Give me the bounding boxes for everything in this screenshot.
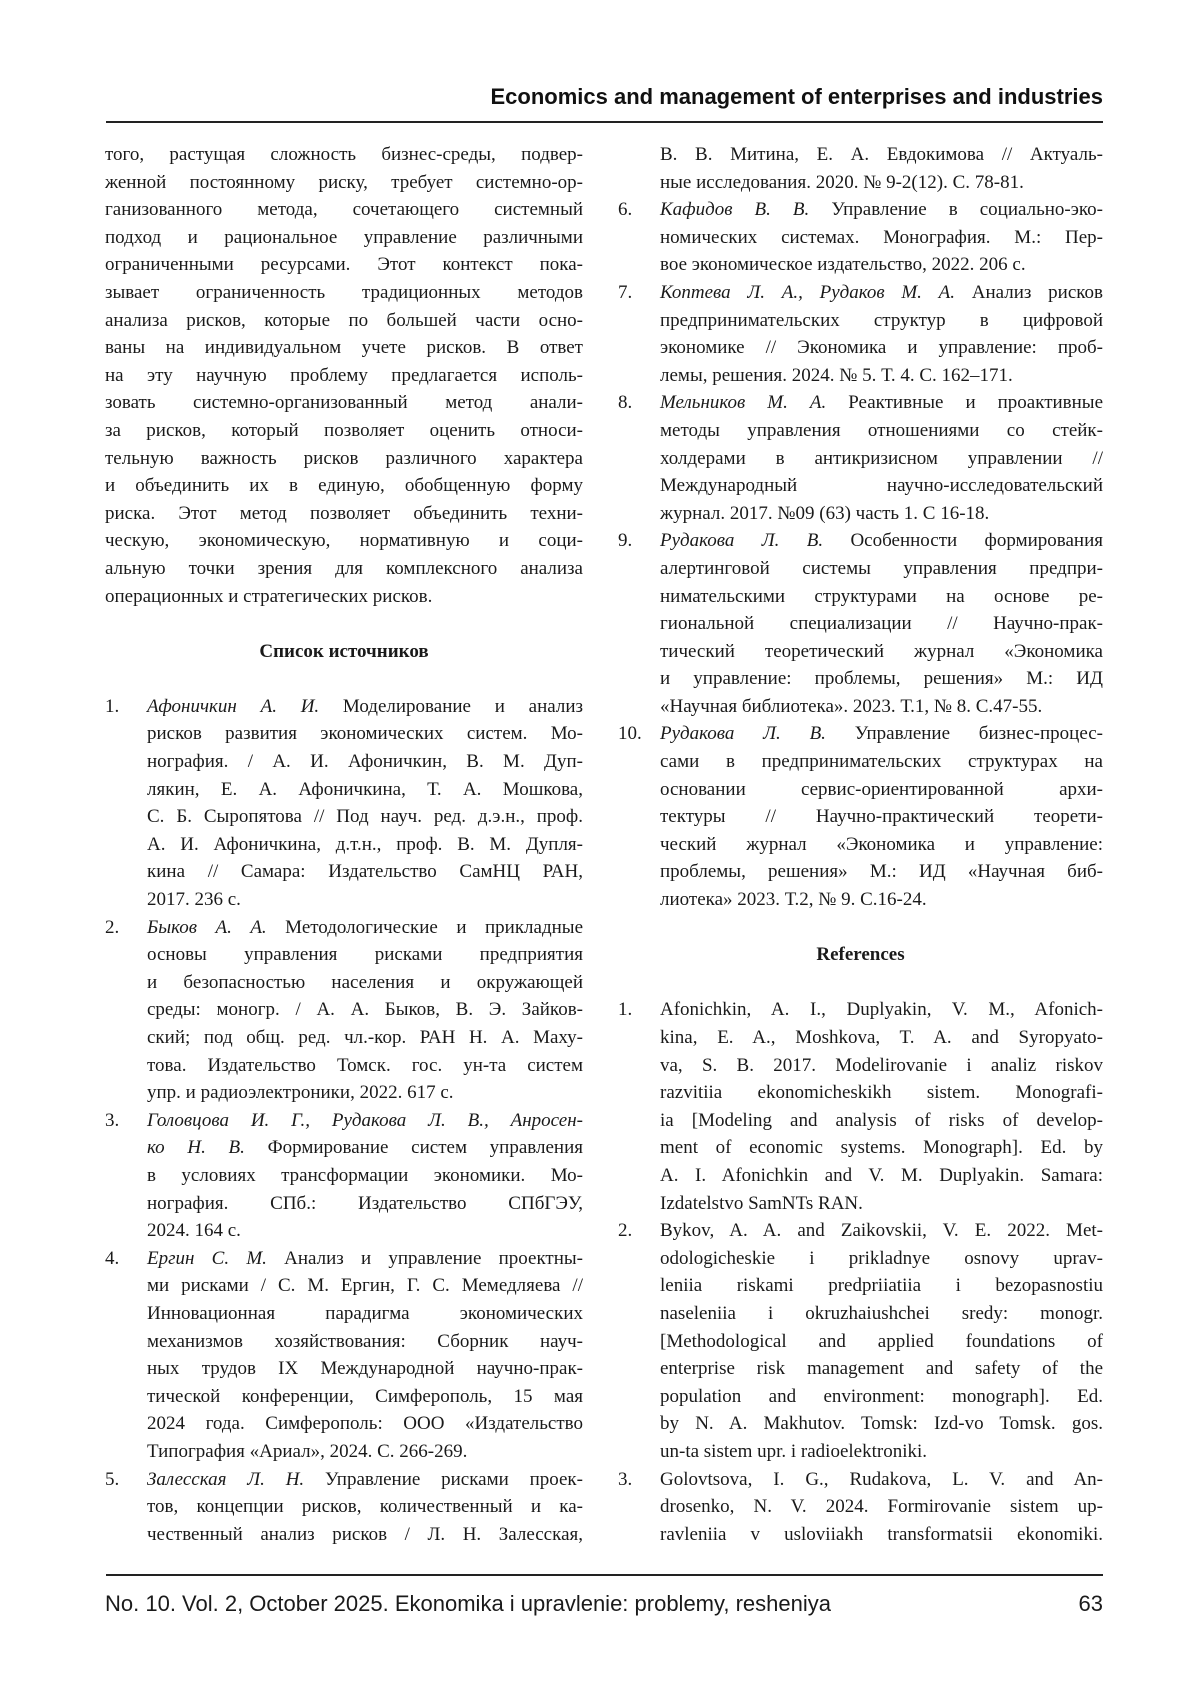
author-names: Коптева Л. А., Рудаков М. А. xyxy=(660,282,955,303)
line-text: ми рисками / С. М. Ергин, Г. С. Мемедляева // xyxy=(147,1275,583,1296)
line-text: В. В. Митина, Е. А. Евдокимова // Актуаль- xyxy=(660,144,1103,165)
text-line xyxy=(660,1107,1103,1135)
line-text: ные исследования. 2020. № 9-2(12). С. 78-81. xyxy=(660,172,1024,193)
reference-item xyxy=(105,1245,583,1466)
text-line xyxy=(147,941,583,969)
line-text: ваны на индивидуальном учете рисков. В ответ xyxy=(105,337,583,358)
text-line xyxy=(660,1024,1103,1052)
text-line xyxy=(105,334,583,362)
line-text: ment of economic systems. Monograph]. Ed. by xyxy=(660,1137,1103,1158)
reference-item xyxy=(105,693,583,914)
line-text: leniia riskami predpriiatiia i bezopasnostiu xyxy=(660,1275,1103,1296)
text-line xyxy=(660,1190,1103,1218)
line-text: odologicheskie i prikladnye osnovy uprav- xyxy=(660,1248,1103,1269)
line-text: основы управления рисками предприятия xyxy=(147,944,583,965)
reference-list xyxy=(105,693,583,1548)
line-text: Управление рисками проек- xyxy=(304,1469,583,1490)
author-names: Рудакова Л. В. xyxy=(660,530,823,551)
line-text: в условиях трансформации экономики. Мо- xyxy=(147,1165,583,1186)
text-line xyxy=(147,1245,583,1273)
text-line xyxy=(147,1493,583,1521)
author-names: Рудакова Л. В. xyxy=(660,723,826,744)
reference-number: 10. xyxy=(618,720,642,748)
text-line xyxy=(105,141,583,169)
text-line xyxy=(660,803,1103,831)
text-line xyxy=(660,665,1103,693)
line-text: нография. СПб.: Издательство СПбГЭУ, xyxy=(147,1193,583,1214)
text-line xyxy=(660,1134,1103,1162)
reference-number: 1. xyxy=(105,693,119,721)
line-text: нография. / А. И. Афоничкин, В. М. Дуп- xyxy=(147,751,583,772)
text-line xyxy=(147,996,583,1024)
line-text: Инновационная парадигма экономических xyxy=(147,1303,583,1324)
reference-list xyxy=(618,996,1103,1548)
line-text: ческий журнал «Экономика и управление: xyxy=(660,834,1103,855)
line-text: Моделирование и анализ xyxy=(319,696,583,717)
text-line xyxy=(660,417,1103,445)
author-names: Ергин С. М. xyxy=(147,1248,267,1269)
line-text: Управление в социально-эко- xyxy=(809,199,1103,220)
line-text: за рисков, который позволяет оценить относи- xyxy=(105,420,583,441)
line-text: ia [Modeling and analysis of risks of develop- xyxy=(660,1110,1103,1131)
text-line xyxy=(147,969,583,997)
reference-number: 2. xyxy=(105,914,119,942)
reference-number: 2. xyxy=(618,1217,632,1245)
text-line xyxy=(660,858,1103,886)
line-text: механизмов хозяйствования: Сборник науч- xyxy=(147,1331,583,1352)
text-line xyxy=(660,1052,1103,1080)
text-line xyxy=(660,251,1103,279)
body-paragraph xyxy=(105,141,583,610)
footer-journal-info: No. 10. Vol. 2, October 2025. Ekonomika i upravlenie: problemy, resheniya xyxy=(105,1591,831,1617)
reference-item xyxy=(618,196,1103,279)
text-line xyxy=(105,583,583,611)
line-text: by N. A. Makhutov. Tomsk: Izd-vo Tomsk. gos. xyxy=(660,1413,1103,1434)
reference-item xyxy=(618,389,1103,527)
text-line xyxy=(105,362,583,390)
line-text: и объединить их в единую, обобщенную форму xyxy=(105,475,583,496)
text-line xyxy=(660,1272,1103,1300)
text-line xyxy=(147,914,583,942)
text-line xyxy=(147,1383,583,1411)
line-text: тов, концепции рисков, количественный и ка- xyxy=(147,1496,583,1517)
line-text: журнал. 2017. №09 (63) часть 1. С 16-18. xyxy=(660,503,989,524)
line-text: А. И. Афоничкина, д.т.н., проф. В. М. Дупля- xyxy=(147,834,583,855)
text-line xyxy=(105,445,583,473)
line-text: зовать системно-организованный метод анали- xyxy=(105,392,583,413)
text-line xyxy=(660,141,1103,169)
reference-number: 3. xyxy=(618,1466,632,1494)
line-text: тический теоретический журнал «Экономика xyxy=(660,641,1103,662)
text-line xyxy=(660,886,1103,914)
text-line xyxy=(147,720,583,748)
text-line xyxy=(105,279,583,307)
text-line xyxy=(147,803,583,831)
text-line xyxy=(147,1190,583,1218)
line-text: женной постоянному риску, требует системно-ор- xyxy=(105,172,583,193)
line-text: тектуры // Научно-практический теорети- xyxy=(660,806,1103,827)
line-text: кина // Самара: Издательство СамНЦ РАН, xyxy=(147,861,583,882)
text-line xyxy=(660,996,1103,1024)
line-text: и безопасностью населения и окружающей xyxy=(147,972,583,993)
line-text: naseleniia i okruzhaiushchei sredy: monogr. xyxy=(660,1303,1103,1324)
line-text: альную точки зрения для комплексного анализа xyxy=(105,558,583,579)
line-text: Методологические и прикладные xyxy=(267,917,583,938)
line-text: основании сервис-ориентированной архи- xyxy=(660,779,1103,800)
line-text: Формирование систем управления xyxy=(245,1137,583,1158)
line-text: Международный научно-исследовательский xyxy=(660,475,1103,496)
line-text: чественный анализ рисков / Л. Н. Залесская, xyxy=(147,1524,583,1545)
line-text: методы управления отношениями со стейк- xyxy=(660,420,1103,441)
text-line xyxy=(147,776,583,804)
line-text: ческую, экономическую, нормативную и соци- xyxy=(105,530,583,551)
reference-item xyxy=(618,527,1103,720)
reference-item xyxy=(105,1466,583,1549)
text-line xyxy=(105,500,583,528)
text-line xyxy=(660,693,1103,721)
text-line xyxy=(660,1355,1103,1383)
text-line xyxy=(105,169,583,197)
reference-number: 1. xyxy=(618,996,632,1024)
line-text: Анализ и управление проектны- xyxy=(267,1248,583,1269)
text-line xyxy=(660,445,1103,473)
line-text: предпринимательских структур в цифровой xyxy=(660,310,1103,331)
text-line xyxy=(147,886,583,914)
line-text: вое экономическое издательство, 2022. 206 с. xyxy=(660,254,1026,275)
text-line xyxy=(660,1162,1103,1190)
text-line xyxy=(147,1052,583,1080)
reference-list xyxy=(618,141,1103,914)
line-text: enterprise risk management and safety of the xyxy=(660,1358,1103,1379)
text-line xyxy=(147,1438,583,1466)
text-line xyxy=(660,279,1103,307)
text-line xyxy=(660,1217,1103,1245)
reference-item xyxy=(105,914,583,1107)
author-names: Залесская Л. Н. xyxy=(147,1469,304,1490)
text-line xyxy=(105,417,583,445)
line-text: лиотека» 2023. Т.2, № 9. С.16-24. xyxy=(660,889,927,910)
section-heading: Список источников xyxy=(105,638,583,666)
line-text: razvitiia ekonomicheskikh sistem. Monografi- xyxy=(660,1082,1103,1103)
line-text: операционных и стратегических рисков. xyxy=(105,586,432,607)
text-line xyxy=(660,1245,1103,1273)
reference-number: 4. xyxy=(105,1245,119,1273)
text-line xyxy=(660,1438,1103,1466)
text-line xyxy=(147,1300,583,1328)
text-line xyxy=(105,196,583,224)
line-text: Реактивные и проактивные xyxy=(826,392,1103,413)
text-line xyxy=(660,362,1103,390)
text-line xyxy=(105,389,583,417)
text-line xyxy=(147,693,583,721)
text-line xyxy=(660,196,1103,224)
line-text: va, S. B. 2017. Modelirovanie i analiz riskov xyxy=(660,1055,1103,1076)
text-line xyxy=(147,1079,583,1107)
line-text: population and environment: monograph]. Ed. xyxy=(660,1386,1103,1407)
text-line xyxy=(660,720,1103,748)
line-text: ганизованного метода, сочетающего системный xyxy=(105,199,583,220)
running-header: Economics and management of enterprises and industries xyxy=(491,84,1104,110)
text-line xyxy=(660,500,1103,528)
text-line xyxy=(147,1272,583,1300)
line-text: лякин, Е. А. Афоничкина, Т. А. Мошкова, xyxy=(147,779,583,800)
line-text: номических системах. Монография. М.: Пер- xyxy=(660,227,1103,248)
line-text: 2024 года. Симферополь: ООО «Издательство xyxy=(147,1413,583,1434)
footer-rule xyxy=(106,1574,1103,1576)
line-text: un-ta sistem upr. i radioelektroniki. xyxy=(660,1441,927,1462)
line-text: kina, E. A., Moshkova, T. A. and Syropyato- xyxy=(660,1027,1103,1048)
text-line xyxy=(147,1328,583,1356)
text-line xyxy=(660,748,1103,776)
reference-item xyxy=(618,1466,1103,1549)
author-names: Быков А. А. xyxy=(147,917,267,938)
line-text: това. Издательство Томск. гос. ун-та систем xyxy=(147,1055,583,1076)
header-rule xyxy=(106,121,1103,123)
text-line xyxy=(660,307,1103,335)
line-text: тельную важность рисков различного характера xyxy=(105,448,583,469)
line-text: Типография «Ариал», 2024. С. 266-269. xyxy=(147,1441,467,1462)
text-line xyxy=(660,224,1103,252)
line-text: ограниченными ресурсами. Этот контекст пока- xyxy=(105,254,583,275)
reference-item xyxy=(618,720,1103,913)
line-text: рисков развития экономических систем. Мо- xyxy=(147,723,583,744)
line-text: Bykov, A. A. and Zaikovskii, V. E. 2022. Met- xyxy=(660,1220,1103,1241)
line-text: того, растущая сложность бизнес-среды, подвер- xyxy=(105,144,583,165)
author-names: Афоничкин А. И. xyxy=(147,696,319,717)
line-text: упр. и радиоэлектроники, 2022. 617 с. xyxy=(147,1082,454,1103)
text-line xyxy=(660,831,1103,859)
author-names: Головцова И. Г., Рудакова Л. В., Анросен- xyxy=(147,1110,583,1131)
text-line xyxy=(105,307,583,335)
line-text: 2024. 164 с. xyxy=(147,1220,241,1241)
line-text: холдерами в антикризисном управлении // xyxy=(660,448,1103,469)
line-text: и управление: проблемы, решения» М.: ИД xyxy=(660,668,1103,689)
text-line xyxy=(660,1079,1103,1107)
text-line xyxy=(660,1466,1103,1494)
text-line xyxy=(147,1134,583,1162)
reference-number: 7. xyxy=(618,279,632,307)
text-line xyxy=(660,1383,1103,1411)
text-line xyxy=(660,1521,1103,1549)
text-line xyxy=(660,389,1103,417)
line-text: Afonichkin, A. I., Duplyakin, V. M., Afonich- xyxy=(660,999,1103,1020)
line-text: нимательскими структурами на основе ре- xyxy=(660,586,1103,607)
line-text: Особенности формирования xyxy=(823,530,1103,551)
text-line xyxy=(660,1328,1103,1356)
text-line xyxy=(147,1410,583,1438)
line-text: экономике // Экономика и управление: проб- xyxy=(660,337,1103,358)
author-names: ко Н. В. xyxy=(147,1137,245,1158)
text-line xyxy=(660,776,1103,804)
text-line xyxy=(147,1024,583,1052)
text-line xyxy=(660,610,1103,638)
line-text: подход и рациональное управление различными xyxy=(105,227,583,248)
reference-item xyxy=(618,996,1103,1217)
reference-number: 3. xyxy=(105,1107,119,1135)
line-text: Golovtsova, I. G., Rudakova, L. V. and An- xyxy=(660,1469,1103,1490)
text-line xyxy=(147,1466,583,1494)
line-text: тической конференции, Симферополь, 15 мая xyxy=(147,1386,583,1407)
author-names: Кафидов В. В. xyxy=(660,199,809,220)
text-line xyxy=(105,555,583,583)
text-line xyxy=(660,1300,1103,1328)
line-text: гиональной специализации // Научно-прак- xyxy=(660,613,1103,634)
line-text: лемы, решения. 2024. № 5. Т. 4. С. 162–171. xyxy=(660,365,1013,386)
text-line xyxy=(147,1521,583,1549)
line-text: сами в предпринимательских структурах на xyxy=(660,751,1103,772)
text-line xyxy=(105,224,583,252)
text-line xyxy=(660,527,1103,555)
reference-number: 8. xyxy=(618,389,632,417)
line-text: анализа рисков, которые по большей части осно- xyxy=(105,310,583,331)
reference-item xyxy=(618,1217,1103,1465)
line-text: Анализ рисков xyxy=(955,282,1103,303)
line-text: алертинговой системы управления предпри- xyxy=(660,558,1103,579)
text-line xyxy=(660,638,1103,666)
line-text: 2017. 236 с. xyxy=(147,889,241,910)
text-line xyxy=(147,831,583,859)
line-text: Управление бизнес-процес- xyxy=(826,723,1103,744)
right-column xyxy=(618,141,1103,1548)
line-text: A. I. Afonichkin and V. M. Duplyakin. Samara: xyxy=(660,1165,1103,1186)
line-text: «Научная библиотека». 2023. Т.1, № 8. С.47-55. xyxy=(660,696,1042,717)
section-heading: References xyxy=(618,941,1103,969)
line-text: ский; под общ. ред. чл.-кор. РАН Н. А. Маху- xyxy=(147,1027,583,1048)
line-text: [Methodological and applied foundations of xyxy=(660,1331,1103,1352)
reference-number: 9. xyxy=(618,527,632,555)
text-line xyxy=(660,1493,1103,1521)
line-text: ных трудов IX Международной научно-прак- xyxy=(147,1358,583,1379)
line-text: на эту научную проблему предлагается исполь- xyxy=(105,365,583,386)
line-text: ravleniia v usloviiakh transformatsii ekonomiki. xyxy=(660,1524,1103,1545)
text-line xyxy=(105,472,583,500)
text-line xyxy=(660,583,1103,611)
reference-number: 5. xyxy=(105,1466,119,1494)
text-line xyxy=(660,555,1103,583)
text-line xyxy=(105,527,583,555)
reference-number: 6. xyxy=(618,196,632,224)
line-text: Izdatelstvo SamNTs RAN. xyxy=(660,1193,863,1214)
text-line xyxy=(660,1410,1103,1438)
text-line xyxy=(147,1162,583,1190)
reference-item xyxy=(618,279,1103,389)
text-line xyxy=(105,251,583,279)
text-line xyxy=(147,1355,583,1383)
text-line xyxy=(660,169,1103,197)
text-line xyxy=(147,858,583,886)
page-number: 63 xyxy=(1079,1591,1103,1617)
line-text: зывает ограниченность традиционных методов xyxy=(105,282,583,303)
line-text: среды: моногр. / А. А. Быков, В. Э. Зайков- xyxy=(147,999,583,1020)
text-line xyxy=(147,1217,583,1245)
line-text: drosenko, N. V. 2024. Formirovanie sistem up- xyxy=(660,1496,1103,1517)
line-text: проблемы, решения» М.: ИД «Научная биб- xyxy=(660,861,1103,882)
reference-item xyxy=(618,141,1103,196)
text-line xyxy=(147,748,583,776)
text-line xyxy=(147,1107,583,1135)
left-column xyxy=(105,141,583,1548)
line-text: С. Б. Сыропятова // Под науч. ред. д.э.н., проф. xyxy=(147,806,583,827)
text-line xyxy=(660,472,1103,500)
reference-item xyxy=(105,1107,583,1245)
author-names: Мельников М. А. xyxy=(660,392,826,413)
line-text: риска. Этот метод позволяет объединить техни- xyxy=(105,503,583,524)
text-line xyxy=(660,334,1103,362)
